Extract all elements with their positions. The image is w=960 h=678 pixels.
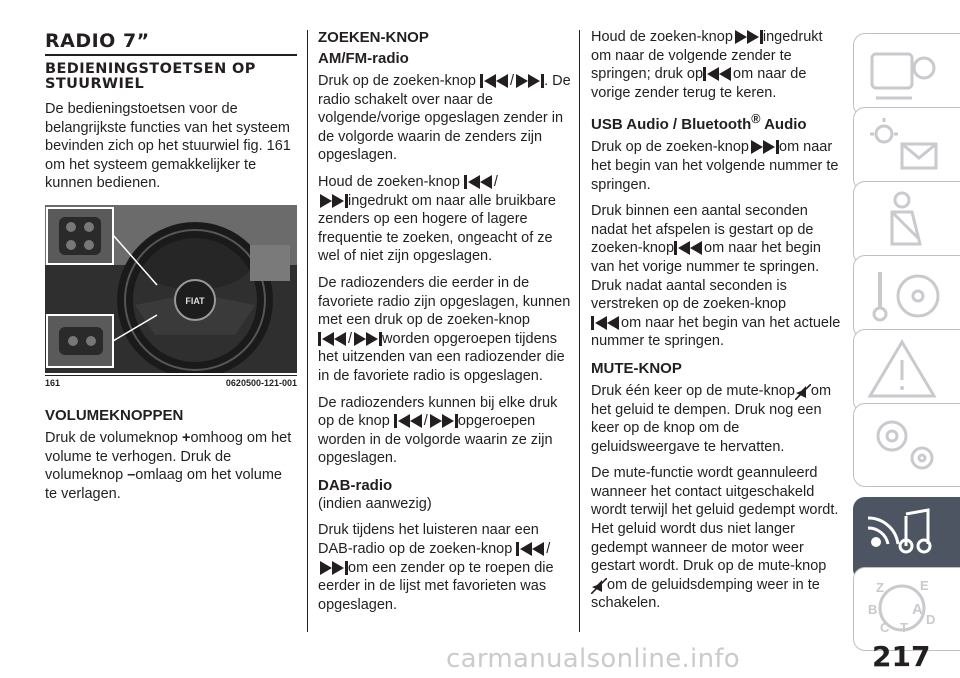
am-paragraph-1: [318, 72, 572, 165]
index-letter: B: [868, 602, 878, 617]
tab-starting-driving[interactable]: [853, 255, 960, 339]
section-title: BEDIENINGSTOETSEN OP STUURWIEL: [45, 61, 256, 92]
seek-back-icon: [703, 67, 733, 81]
slash: /: [546, 541, 551, 558]
text: om naar de vorige zender terug te keren.: [591, 66, 807, 101]
tab-maintenance[interactable]: [853, 403, 960, 487]
index-letter: D: [926, 612, 936, 627]
text: Houd de zoeken-knop: [591, 29, 733, 45]
tab-emergency[interactable]: [853, 329, 960, 413]
slash: /: [423, 413, 428, 430]
text: ingedrukt om naar de volgende zender te springen; druk op: [591, 29, 823, 83]
slash: /: [348, 330, 353, 347]
seek-forward-icon: [352, 332, 382, 346]
tab-warning-lights[interactable]: [853, 107, 960, 191]
slash: /: [510, 73, 515, 89]
minus-symbol: –: [127, 467, 136, 484]
am-paragraph-3: [318, 274, 572, 386]
text: om het geluid te dempen. Druk nog een keer op de knop om de geluidsweergave te hervatten.: [591, 382, 832, 455]
text: ingedrukt om naar alle bruikbare zenders op een hogere of lagere frequentie te zoeken, ongeacht of ze wel of niet zijn opgeslagen.: [318, 192, 556, 265]
text: om naar het begin van het vorige nummer te springen. Druk nadat aantal seconden is verstreken op de zoeken-knop: [591, 240, 821, 313]
am-paragraph-2: [318, 173, 572, 266]
watermark: carmanualsonline.info: [446, 644, 741, 674]
mute-paragraph-1: [591, 382, 843, 456]
text: opgeroepen worden in de volgorde waarin ze zijn opgeslagen.: [318, 413, 553, 467]
text: Druk één keer op de mute-knop: [591, 382, 795, 399]
usb-heading: [591, 110, 843, 134]
column-middle: [318, 28, 572, 622]
seek-forward-icon: [318, 194, 348, 208]
tab-car-dashboard[interactable]: [853, 33, 960, 117]
seek-forward-icon: [733, 30, 763, 44]
text: om de geluidsdemping weer in te schakelen.: [591, 576, 820, 612]
seek-forward-icon: [749, 140, 779, 154]
seek-back-icon: [394, 414, 424, 428]
index-letter: T: [900, 620, 908, 635]
seek-back-icon: [516, 542, 546, 556]
seek-back-icon: [464, 175, 494, 189]
text: om naar het begin van het actuele nummer te springen.: [591, 314, 841, 350]
steering-wheel-photo: [45, 205, 297, 373]
search-heading: ZOEKEN-KNOP: [318, 29, 429, 46]
index-letter: E: [920, 578, 929, 593]
emergency-triangle-icon: [862, 336, 948, 406]
title-rule: [45, 54, 297, 56]
volume-paragraph: [45, 429, 297, 503]
page-number: 217: [872, 640, 931, 673]
seek-forward-icon: [428, 414, 458, 428]
plus-symbol: +: [182, 429, 191, 446]
index-letter: A: [912, 601, 923, 618]
warning-lights-icon: [862, 114, 948, 184]
maintenance-gears-icon: [862, 410, 948, 480]
volume-heading: VOLUMEKNOPPEN: [45, 406, 184, 424]
intro-paragraph: De bedieningstoetsen voor de belangrijkste functies van het systeem bevinden zich op het stuurwiel fig. 161 om het systeem gemakkelijker te kunnen bedienen.: [45, 101, 291, 192]
text: Audio: [760, 116, 807, 134]
fiat-logo: FIAT: [185, 295, 205, 306]
seek-forward-icon: [514, 74, 544, 88]
text: Druk tijdens het luisteren naar een DAB-radio op de zoeken-knop: [318, 522, 539, 558]
seek-back-icon: [674, 241, 704, 255]
volume-text: Druk de volumeknop: [45, 429, 183, 446]
text: De radiozenders die eerder in de favoriete radio zijn opgeslagen, kunnen met een druk op de zoeken-knop: [318, 274, 571, 329]
mute-paragraph-2: [591, 464, 843, 613]
index-letters-icon: [862, 574, 948, 644]
car-dashboard-icon: [862, 40, 948, 110]
text: . De radio schakelt over naar de volgende/vorige opgeslagen zender in de volgorde waarin de zenders zijn opgeslagen.: [318, 73, 571, 164]
text: worden opgeroepen tijdens het uitzenden van een radiozender die in de favoriete radio is opgeslagen.: [318, 330, 565, 384]
column-right: [591, 28, 843, 621]
seek-forward-icon: [318, 561, 348, 575]
text: De radiozenders kunnen bij elke druk op de knop: [318, 394, 558, 430]
am-fm-heading: AM/FM-radio: [318, 50, 409, 67]
figure-number: 161: [45, 377, 61, 388]
text: USB Audio / Bluetooth: [591, 116, 752, 134]
seek-paragraph: [591, 28, 843, 102]
usb-paragraph-1: [591, 138, 843, 194]
text: om naar het begin van het volgende nummer te springen.: [591, 139, 839, 193]
text: Houd de zoeken-knop: [318, 173, 460, 190]
seek-back-icon: [591, 316, 621, 330]
volume-text: omhoog om het volume te verhogen. Druk de volumeknop: [45, 429, 292, 484]
page-title: RADIO 7”: [45, 30, 150, 52]
am-paragraph-4: [318, 394, 572, 468]
volume-text: omlaag om het volume te verlagen.: [45, 467, 282, 502]
column-divider: [579, 30, 580, 632]
tab-safety[interactable]: [853, 181, 960, 265]
text: Druk op de zoeken-knop: [591, 139, 749, 156]
safety-seat-icon: [862, 188, 948, 258]
text: De mute-functie wordt geannuleerd wanneer het contact uitgeschakeld wordt terwijl het geluid gedempt wordt. Het geluid wordt dus niet langer gedempt wanneer de motor weer gestart wordt. Druk op de mute-knop: [591, 465, 839, 575]
dab-paragraph: [318, 521, 572, 614]
text: Druk binnen een aantal seconden nadat het afspelen is gestart op de zoeken-knop: [591, 203, 814, 257]
multimedia-icon: [862, 504, 948, 574]
tab-index[interactable]: [853, 567, 960, 651]
dab-subheading: (indien aanwezig): [318, 495, 432, 512]
mute-icon: [591, 578, 607, 592]
usb-paragraph-2: [591, 202, 843, 351]
index-letter: C: [880, 620, 890, 635]
seek-back-icon: [480, 74, 510, 88]
index-letter: Z: [876, 580, 884, 595]
figure-caption: [45, 375, 297, 388]
slash: /: [493, 173, 498, 190]
text: Druk op de zoeken-knop: [318, 73, 476, 89]
dab-heading: DAB-radio: [318, 476, 393, 494]
column-left: [45, 28, 297, 511]
seek-back-icon: [318, 332, 348, 346]
registered-mark: ®: [751, 112, 761, 127]
starting-driving-icon: [862, 262, 948, 332]
column-divider: [307, 30, 308, 632]
figure-code: 0620500-121-001: [225, 377, 297, 388]
text: om een zender op te roepen die eerder in de lijst met favorieten was opgeslagen.: [318, 559, 554, 613]
mute-heading: MUTE-KNOP: [591, 359, 682, 377]
mute-icon: [795, 384, 811, 398]
